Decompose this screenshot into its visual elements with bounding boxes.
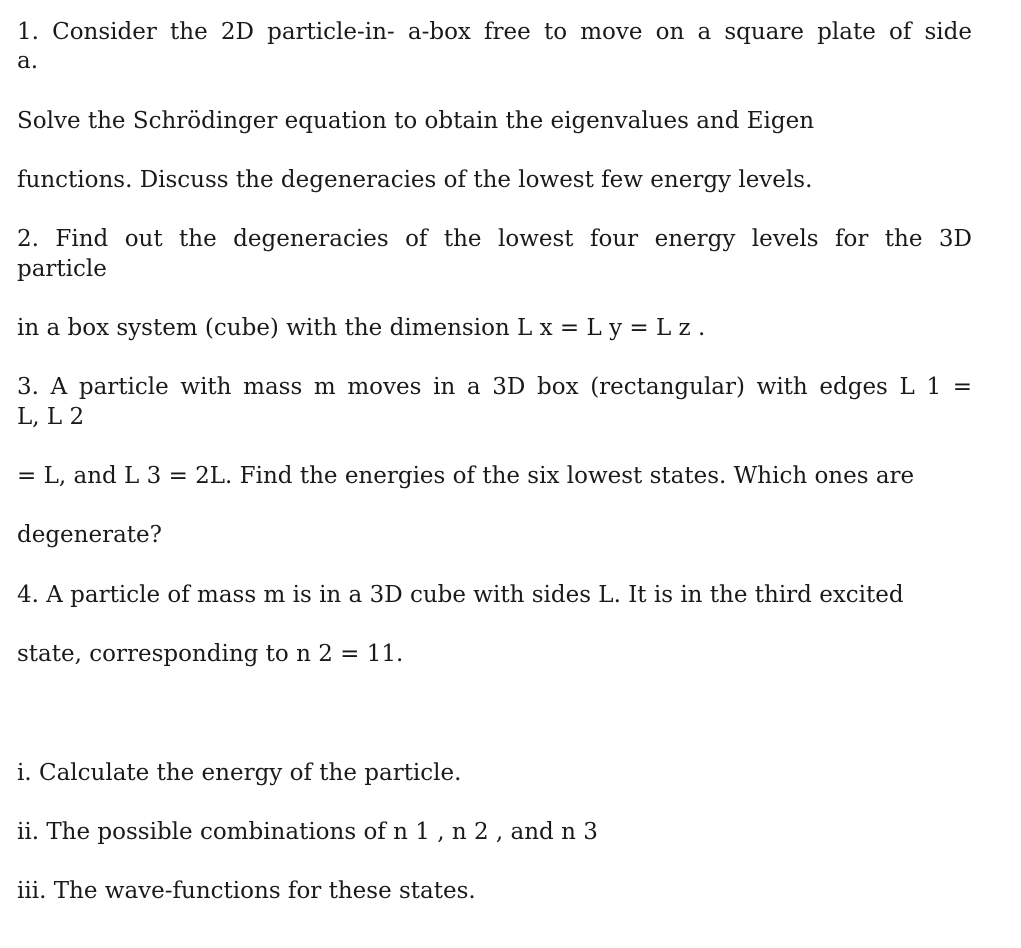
q4-line-1: 4. A particle of mass m is in a 3D cube with sides L. It is in the third excited bbox=[17, 582, 904, 608]
q4-line-2: state, corresponding to n 2 = 11. bbox=[17, 641, 404, 667]
q3-line-2: L, L 2 bbox=[17, 404, 85, 430]
q1-line-3: Solve the Schrödinger equation to obtain the eigenvalues and Eigen bbox=[17, 108, 815, 134]
q2-line-3: in a box system (cube) with the dimension L x = L y = L z . bbox=[17, 315, 706, 341]
q3-line-1: 3. A particle with mass m moves in a 3D box (rectangular) with edges L 1 = bbox=[17, 374, 972, 400]
q3-line-3: = L, and L 3 = 2L. Find the energies of the six lowest states. Which ones are bbox=[17, 463, 915, 489]
q1-line-2: a. bbox=[17, 48, 39, 74]
problem-sheet bbox=[17, 0, 972, 948]
q1-line-1: 1. Consider the 2D particle-in- a-box free to move on a square plate of side bbox=[17, 19, 972, 45]
q4-sub-ii: ii. The possible combinations of n 1 , n 2 , and n 3 bbox=[17, 819, 598, 845]
q4-sub-i: i. Calculate the energy of the particle. bbox=[17, 760, 462, 786]
q3-line-4: degenerate? bbox=[17, 522, 162, 548]
q2-line-1: 2. Find out the degeneracies of the lowest four energy levels for the 3D bbox=[17, 226, 972, 252]
q1-line-4: functions. Discuss the degeneracies of the lowest few energy levels. bbox=[17, 167, 813, 193]
q2-line-2: particle bbox=[17, 256, 107, 282]
q4-sub-iii: iii. The wave-functions for these states. bbox=[17, 878, 476, 904]
